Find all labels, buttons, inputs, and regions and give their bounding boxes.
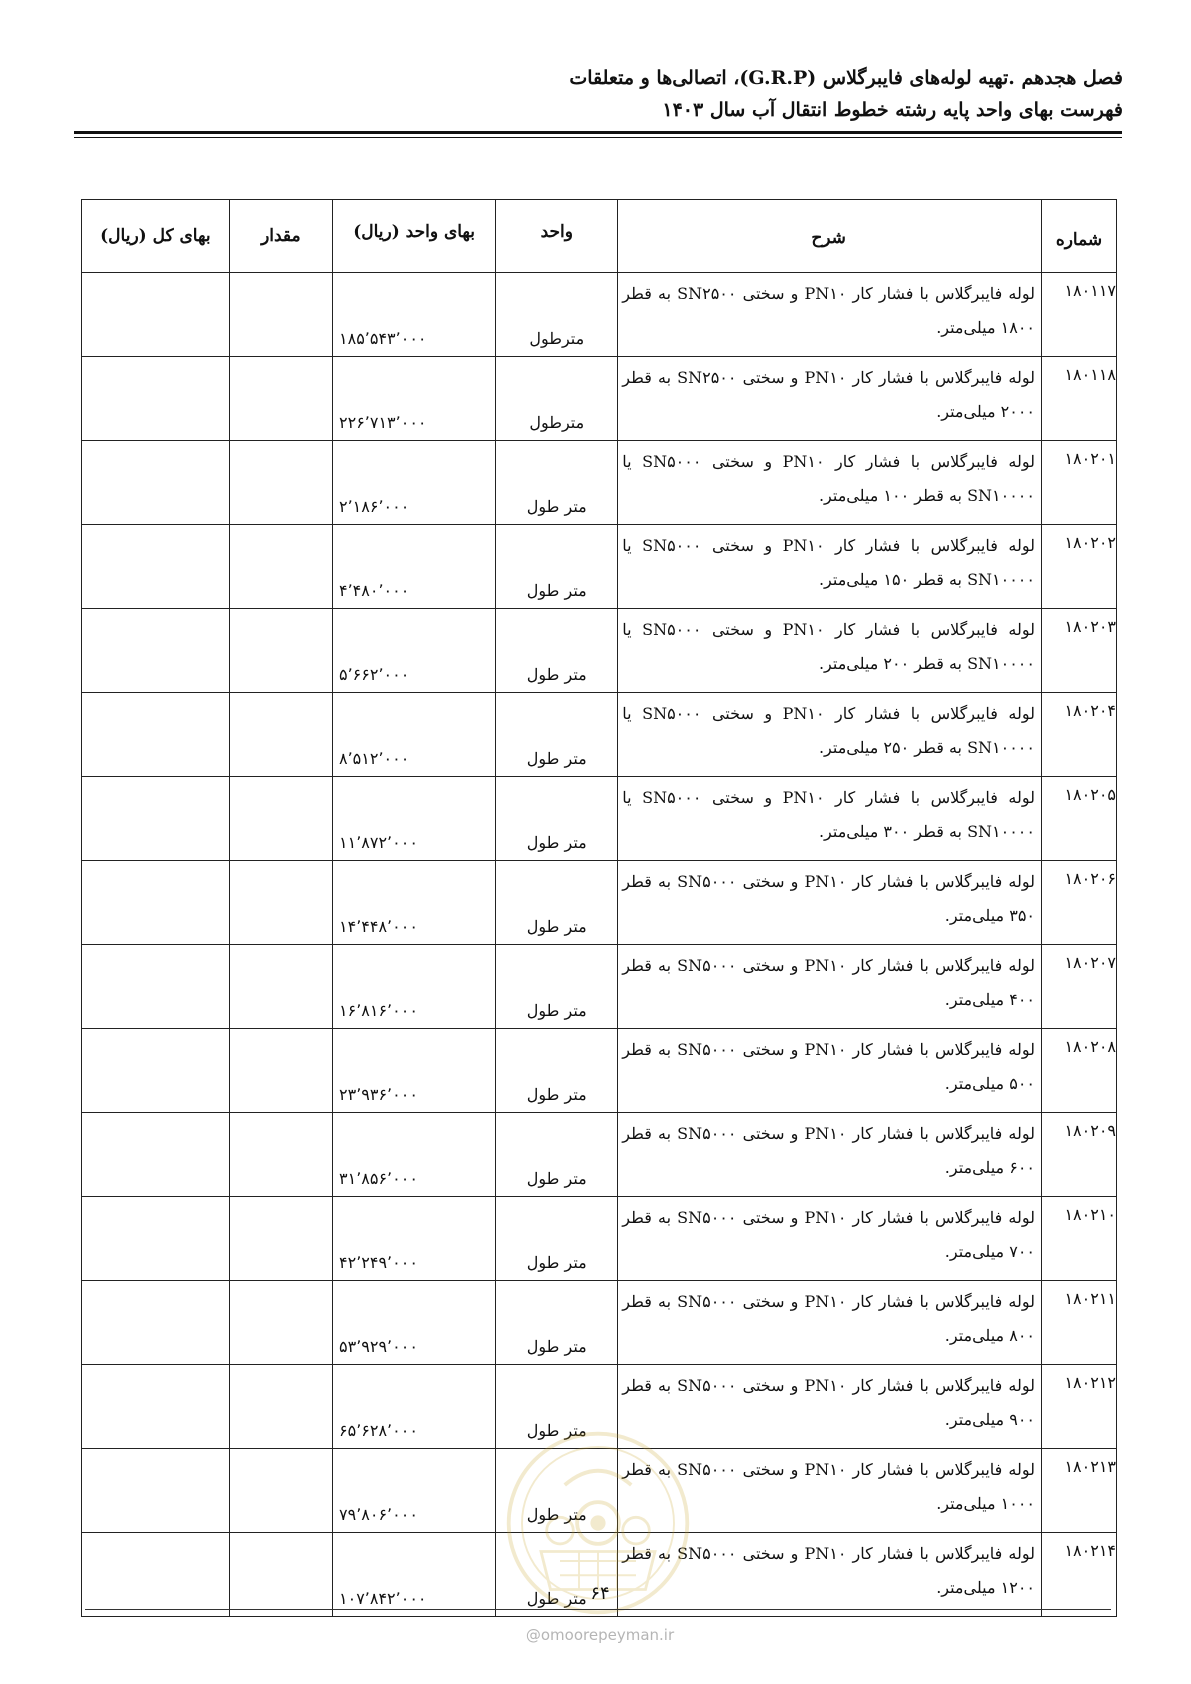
quantity-cell: [229, 441, 332, 525]
unit-cell: متر طول: [496, 1533, 618, 1617]
table-row: [82, 441, 1117, 525]
total-price-cell: [82, 525, 230, 609]
total-price-cell: [82, 861, 230, 945]
description-cell: لوله فایبرگلاس با فشار کار PN۱۰ و سختی SN۵۰۰۰ یا SN۱۰۰۰۰ به قطر ۱۵۰ میلی‌متر.: [618, 525, 1042, 609]
header-rule-thin: [74, 137, 1122, 138]
unit-price-cell: ۱۰۷٬۸۴۲٬۰۰۰: [333, 1533, 496, 1617]
table-row: [82, 1113, 1117, 1197]
quantity-cell: [229, 777, 332, 861]
unit-price-cell: ۱۸۵٬۵۴۳٬۰۰۰: [333, 273, 496, 357]
total-price-cell: [82, 693, 230, 777]
total-price-cell: [82, 1281, 230, 1365]
total-price-cell: [82, 1029, 230, 1113]
unit-price-cell: ۵٬۶۶۲٬۰۰۰: [333, 609, 496, 693]
item-number-cell: ۱۸۰۱۱۷: [1042, 273, 1117, 357]
unit-price-cell: ۱۱٬۸۷۲٬۰۰۰: [333, 777, 496, 861]
unit-cell: متر طول: [496, 861, 618, 945]
description-cell: لوله فایبرگلاس با فشار کار PN۱۰ و سختی SN۵۰۰۰ به قطر ۹۰۰ میلی‌متر.: [618, 1365, 1042, 1449]
description-cell: لوله فایبرگلاس با فشار کار PN۱۰ و سختی SN۵۰۰۰ به قطر ۶۰۰ میلی‌متر.: [618, 1113, 1042, 1197]
item-number-cell: ۱۸۰۲۰۲: [1042, 525, 1117, 609]
quantity-cell: [229, 1449, 332, 1533]
header-unit: واحد: [496, 200, 618, 273]
description-cell: لوله فایبرگلاس با فشار کار PN۱۰ و سختی SN۵۰۰۰ یا SN۱۰۰۰۰ به قطر ۳۰۰ میلی‌متر.: [618, 777, 1042, 861]
description-cell: لوله فایبرگلاس با فشار کار PN۱۰ و سختی SN۵۰۰۰ یا SN۱۰۰۰۰ به قطر ۲۵۰ میلی‌متر.: [618, 693, 1042, 777]
table-row: [82, 861, 1117, 945]
unit-price-cell: ۲۳٬۹۳۶٬۰۰۰: [333, 1029, 496, 1113]
item-number-cell: ۱۸۰۲۱۴: [1042, 1533, 1117, 1617]
item-number-cell: ۱۸۰۱۱۸: [1042, 357, 1117, 441]
quantity-cell: [229, 1281, 332, 1365]
unit-cell: متر طول: [496, 609, 618, 693]
description-cell: لوله فایبرگلاس با فشار کار PN۱۰ و سختی SN۵۰۰۰ به قطر ۵۰۰ میلی‌متر.: [618, 1029, 1042, 1113]
table-row: [82, 693, 1117, 777]
table-row: [82, 1281, 1117, 1365]
description-cell: لوله فایبرگلاس با فشار کار PN۱۰ و سختی SN۵۰۰۰ به قطر ۴۰۰ میلی‌متر.: [618, 945, 1042, 1029]
unit-cell: متر طول: [496, 945, 618, 1029]
unit-cell: متر طول: [496, 1449, 618, 1533]
unit-price-cell: ۳۱٬۸۵۶٬۰۰۰: [333, 1113, 496, 1197]
page-number: ۶۴: [590, 1583, 610, 1604]
unit-price-cell: ۲٬۱۸۶٬۰۰۰: [333, 441, 496, 525]
unit-cell: متر طول: [496, 777, 618, 861]
quantity-cell: [229, 1533, 332, 1617]
quantity-cell: [229, 357, 332, 441]
item-number-cell: ۱۸۰۲۰۹: [1042, 1113, 1117, 1197]
header-rule-thick: [74, 131, 1122, 134]
table-row: [82, 777, 1117, 861]
quantity-cell: [229, 861, 332, 945]
total-price-cell: [82, 357, 230, 441]
quantity-cell: [229, 1029, 332, 1113]
item-number-cell: ۱۸۰۲۱۱: [1042, 1281, 1117, 1365]
total-price-cell: [82, 1113, 230, 1197]
unit-price-cell: ۶۵٬۶۲۸٬۰۰۰: [333, 1365, 496, 1449]
quantity-cell: [229, 609, 332, 693]
unit-price-cell: ۴۲٬۲۴۹٬۰۰۰: [333, 1197, 496, 1281]
item-number-cell: ۱۸۰۲۱۲: [1042, 1365, 1117, 1449]
header-quantity: مقدار: [229, 200, 332, 273]
quantity-cell: [229, 1113, 332, 1197]
total-price-cell: [82, 609, 230, 693]
unit-price-cell: ۷۹٬۸۰۶٬۰۰۰: [333, 1449, 496, 1533]
header-unit-price: بهای واحد (ریال): [333, 200, 496, 273]
unit-price-cell: ۱۴٬۴۴۸٬۰۰۰: [333, 861, 496, 945]
table-row: [82, 1029, 1117, 1113]
item-number-cell: ۱۸۰۲۰۳: [1042, 609, 1117, 693]
description-cell: لوله فایبرگلاس با فشار کار PN۱۰ و سختی SN۲۵۰۰ به قطر ۱۸۰۰ میلی‌متر.: [618, 273, 1042, 357]
total-price-cell: [82, 1365, 230, 1449]
unit-cell: متر طول: [496, 1281, 618, 1365]
quantity-cell: [229, 693, 332, 777]
unit-price-cell: ۴٬۴۸۰٬۰۰۰: [333, 525, 496, 609]
quantity-cell: [229, 1365, 332, 1449]
unit-cell: متر طول: [496, 1197, 618, 1281]
description-cell: لوله فایبرگلاس با فشار کار PN۱۰ و سختی SN۵۰۰۰ یا SN۱۰۰۰۰ به قطر ۲۰۰ میلی‌متر.: [618, 609, 1042, 693]
chapter-title: فصل هجدهم .تهیه لوله‌های فایبرگلاس (G.R.P)، اتصالی‌ها و متعلقات: [569, 67, 1123, 89]
quantity-cell: [229, 273, 332, 357]
description-cell: لوله فایبرگلاس با فشار کار PN۱۰ و سختی SN۵۰۰۰ به قطر ۷۰۰ میلی‌متر.: [618, 1197, 1042, 1281]
table-row: [82, 525, 1117, 609]
header-description: شرح: [618, 200, 1042, 273]
unit-price-cell: ۸٬۵۱۲٬۰۰۰: [333, 693, 496, 777]
unit-price-cell: ۱۶٬۸۱۶٬۰۰۰: [333, 945, 496, 1029]
header-number: شماره: [1042, 200, 1117, 273]
total-price-cell: [82, 1533, 230, 1617]
table-row: [82, 273, 1117, 357]
quantity-cell: [229, 945, 332, 1029]
description-cell: لوله فایبرگلاس با فشار کار PN۱۰ و سختی SN۲۵۰۰ به قطر ۲۰۰۰ میلی‌متر.: [618, 357, 1042, 441]
footer-rule: [85, 1609, 1111, 1610]
item-number-cell: ۱۸۰۲۰۶: [1042, 861, 1117, 945]
description-cell: لوله فایبرگلاس با فشار کار PN۱۰ و سختی SN۵۰۰۰ به قطر ۱۲۰۰ میلی‌متر.: [618, 1533, 1042, 1617]
item-number-cell: ۱۸۰۲۰۱: [1042, 441, 1117, 525]
total-price-cell: [82, 1449, 230, 1533]
total-price-cell: [82, 441, 230, 525]
table-row: [82, 357, 1117, 441]
unit-cell: متر طول: [496, 1029, 618, 1113]
total-price-cell: [82, 1197, 230, 1281]
description-cell: لوله فایبرگلاس با فشار کار PN۱۰ و سختی SN۵۰۰۰ به قطر ۳۵۰ میلی‌متر.: [618, 861, 1042, 945]
item-number-cell: ۱۸۰۲۰۵: [1042, 777, 1117, 861]
unit-cell: متر طول: [496, 1365, 618, 1449]
item-number-cell: ۱۸۰۲۰۸: [1042, 1029, 1117, 1113]
item-number-cell: ۱۸۰۲۱۳: [1042, 1449, 1117, 1533]
unit-cell: متر طول: [496, 525, 618, 609]
unit-cell: متر طول: [496, 1113, 618, 1197]
price-list-title: فهرست بهای واحد پایه رشته خطوط انتقال آب سال ۱۴۰۳: [662, 99, 1123, 121]
item-number-cell: ۱۸۰۲۱۰: [1042, 1197, 1117, 1281]
description-cell: لوله فایبرگلاس با فشار کار PN۱۰ و سختی SN۵۰۰۰ یا SN۱۰۰۰۰ به قطر ۱۰۰ میلی‌متر.: [618, 441, 1042, 525]
table-row: [82, 1197, 1117, 1281]
unit-cell: متر طول: [496, 441, 618, 525]
total-price-cell: [82, 273, 230, 357]
table-row: [82, 609, 1117, 693]
item-number-cell: ۱۸۰۲۰۴: [1042, 693, 1117, 777]
unit-price-cell: ۲۲۶٬۷۱۳٬۰۰۰: [333, 357, 496, 441]
total-price-cell: [82, 777, 230, 861]
header-total-price: بهای کل (ریال): [82, 200, 230, 273]
unit-price-cell: ۵۳٬۹۲۹٬۰۰۰: [333, 1281, 496, 1365]
quantity-cell: [229, 1197, 332, 1281]
price-table: [81, 199, 1117, 1617]
table-header-row: [82, 200, 1117, 273]
item-number-cell: ۱۸۰۲۰۷: [1042, 945, 1117, 1029]
unit-cell: مترطول: [496, 273, 618, 357]
unit-cell: متر طول: [496, 693, 618, 777]
unit-cell: مترطول: [496, 357, 618, 441]
description-cell: لوله فایبرگلاس با فشار کار PN۱۰ و سختی SN۵۰۰۰ به قطر ۱۰۰۰ میلی‌متر.: [618, 1449, 1042, 1533]
quantity-cell: [229, 525, 332, 609]
page-header: [76, 62, 1123, 126]
total-price-cell: [82, 945, 230, 1029]
table-row: [82, 945, 1117, 1029]
site-watermark-text: @omoorepeyman.ir: [525, 1626, 675, 1644]
description-cell: لوله فایبرگلاس با فشار کار PN۱۰ و سختی SN۵۰۰۰ به قطر ۸۰۰ میلی‌متر.: [618, 1281, 1042, 1365]
